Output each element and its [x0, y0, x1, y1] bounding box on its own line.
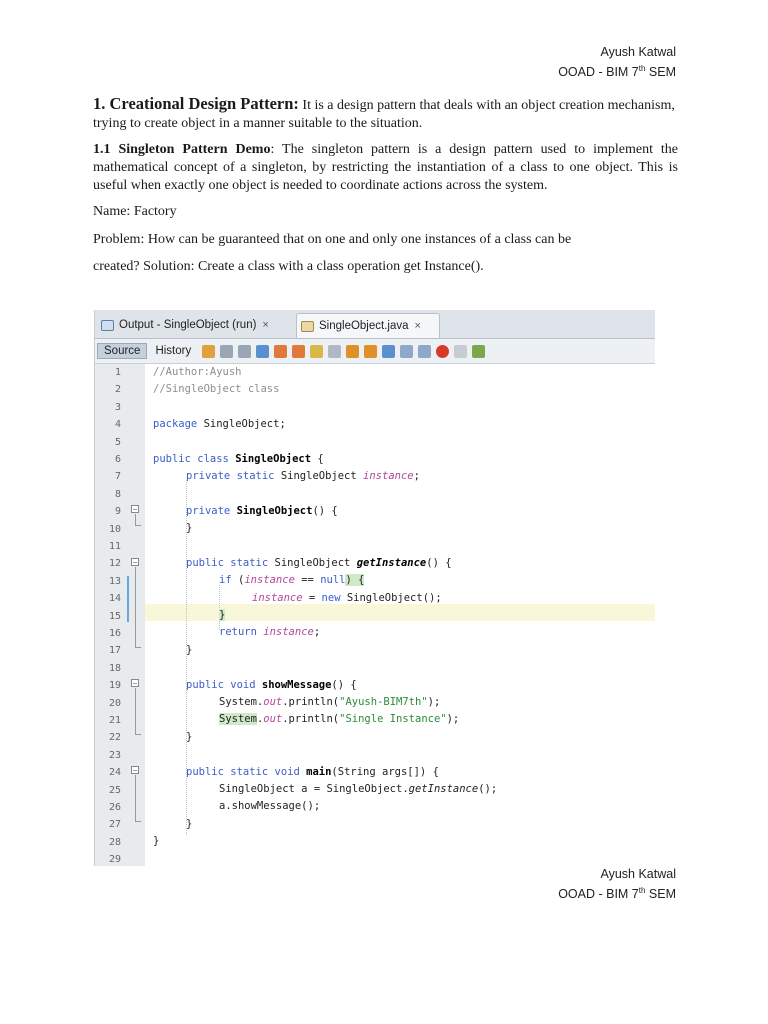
- line-number: 4: [114, 419, 121, 431]
- section-heading: 1. Creational Design Pattern:: [93, 94, 299, 113]
- code-line: public void showMessage() {: [186, 679, 357, 691]
- code-line: System.out.println("Ayush-BIM7th");: [219, 696, 441, 708]
- stop-macro-icon[interactable]: [454, 345, 467, 358]
- line-number: 23: [108, 749, 121, 761]
- subsection-text: : The singleton pattern is a design pattern used to implement the mathematical concept of a singleton, by restricting the instantiation of a class to one object. This is useful when exactly one object is needed to coordinate actions across the system.: [93, 142, 679, 193]
- code-line: }: [219, 609, 226, 621]
- tab-output-label: Output - SingleObject (run): [119, 319, 257, 331]
- line-number: 3: [114, 401, 121, 413]
- fold-guide: [135, 514, 136, 525]
- java-file-icon: [301, 321, 314, 332]
- code-line: return instance;: [219, 626, 321, 638]
- tab-output[interactable]: [97, 313, 293, 337]
- comment-icon[interactable]: [472, 345, 485, 358]
- line-number: 22: [108, 732, 121, 744]
- line-number: 1: [114, 367, 121, 378]
- indent-guide: [219, 585, 220, 630]
- section-singleton-demo: [93, 141, 678, 195]
- fold-guide-end: [135, 821, 141, 822]
- code-line: }: [186, 818, 193, 830]
- line-number: 17: [108, 645, 121, 657]
- line-number: 21: [108, 715, 121, 726]
- tab-singleobject-java[interactable]: [296, 313, 440, 338]
- line-number: 27: [108, 819, 121, 831]
- source-button[interactable]: Source: [97, 343, 147, 359]
- line-number: 14: [108, 593, 121, 605]
- fold-toggle[interactable]: −: [132, 679, 138, 688]
- page-footer: [558, 864, 676, 904]
- history-button[interactable]: History: [155, 345, 192, 357]
- find-icon[interactable]: [256, 345, 269, 358]
- solution-line: created? Solution: Create a class with a class operation get Instance().: [93, 259, 484, 274]
- code-line: SingleObject a = SingleObject.getInstance();: [219, 783, 498, 795]
- line-number: 18: [108, 662, 121, 674]
- code-line: public static SingleObject getInstance() {: [186, 557, 452, 569]
- change-marker: [127, 576, 129, 622]
- name-line: Name: Factory: [93, 204, 177, 219]
- section-text: It is a design pattern that deals with an object creation mechanism, trying to create object in a manner suitable to the situation.: [93, 98, 675, 131]
- code-line: public static void main(String args[]) {: [186, 766, 439, 778]
- line-number: 29: [108, 854, 121, 866]
- line-number: 25: [108, 784, 121, 796]
- fold-guide: [135, 775, 136, 821]
- editor-tab-bar: [95, 310, 655, 339]
- toggle-highlight-icon[interactable]: [310, 345, 323, 358]
- line-number: 11: [108, 541, 121, 552]
- code-line: private SingleObject() {: [186, 505, 338, 517]
- line-number: 5: [114, 436, 121, 448]
- fold-guide: [135, 688, 136, 734]
- next-bookmark-icon[interactable]: [364, 345, 377, 358]
- code-line: instance = new SingleObject();: [252, 592, 442, 604]
- line-number: 12: [108, 558, 121, 570]
- previous-bookmark-icon[interactable]: [346, 345, 359, 358]
- find-previous-icon[interactable]: [274, 345, 287, 358]
- code-line: System.out.println("Single Instance");: [219, 713, 460, 725]
- close-icon[interactable]: ×: [414, 320, 421, 332]
- fold-toggle[interactable]: −: [132, 505, 138, 514]
- output-window-icon: [101, 320, 114, 331]
- close-icon[interactable]: ×: [262, 319, 269, 331]
- back-icon[interactable]: [220, 345, 233, 358]
- toggle-bookmark-icon[interactable]: [382, 345, 395, 358]
- code-line: }: [186, 522, 193, 534]
- fold-toggle[interactable]: −: [132, 766, 138, 775]
- line-number: 2: [114, 384, 121, 396]
- line-number: 7: [114, 471, 121, 483]
- fold-guide-end: [135, 734, 141, 735]
- code-line: }: [153, 835, 160, 847]
- author-name: Ayush Katwal: [600, 45, 676, 59]
- line-number: 10: [108, 523, 121, 535]
- fold-guide: [135, 567, 136, 647]
- line-number: 20: [108, 697, 121, 709]
- code-line: //Author:Ayush: [153, 366, 242, 378]
- code-line: package SingleObject;: [153, 418, 286, 430]
- subsection-heading: 1.1 Singleton Pattern Demo: [93, 142, 271, 157]
- line-number: 16: [108, 628, 121, 639]
- line-number: 15: [108, 610, 121, 622]
- fold-guide-end: [135, 647, 141, 648]
- tab-source-label: SingleObject.java: [319, 320, 409, 332]
- line-number: 24: [108, 767, 121, 779]
- course-label: OOAD - BIM 7th SEM: [558, 886, 676, 901]
- forward-icon[interactable]: [238, 345, 251, 358]
- toggle-rect-select-icon[interactable]: [328, 345, 341, 358]
- course-label: OOAD - BIM 7th SEM: [558, 64, 676, 79]
- find-next-icon[interactable]: [292, 345, 305, 358]
- section-creational-pattern: [93, 95, 678, 133]
- code-line: }: [186, 731, 193, 743]
- ide-screenshot: [94, 310, 655, 866]
- code-line: private static SingleObject instance;: [186, 470, 420, 482]
- code-line: public class SingleObject {: [153, 453, 324, 465]
- line-number: 28: [108, 836, 121, 848]
- code-line: a.showMessage();: [219, 800, 321, 812]
- code-line: if (instance == null) {: [219, 574, 365, 586]
- code-line: }: [186, 644, 193, 656]
- shift-right-icon[interactable]: [418, 345, 431, 358]
- fold-guide-end: [135, 525, 141, 526]
- problem-line: Problem: How can be guaranteed that on one and only one instances of a class can be: [93, 232, 572, 247]
- editor-toolbar: [95, 339, 655, 364]
- fold-toggle[interactable]: −: [132, 558, 138, 567]
- last-edit-icon[interactable]: [202, 345, 215, 358]
- line-number: 13: [108, 575, 121, 587]
- page-header: [558, 42, 676, 82]
- code-line: //SingleObject class: [153, 383, 280, 395]
- line-number: 19: [108, 680, 121, 692]
- line-number: 6: [114, 454, 121, 465]
- line-number: 9: [114, 506, 121, 518]
- line-number: 26: [108, 802, 121, 813]
- start-macro-icon[interactable]: [436, 345, 449, 358]
- shift-left-icon[interactable]: [400, 345, 413, 358]
- author-name: Ayush Katwal: [600, 867, 676, 881]
- line-number: 8: [114, 488, 121, 500]
